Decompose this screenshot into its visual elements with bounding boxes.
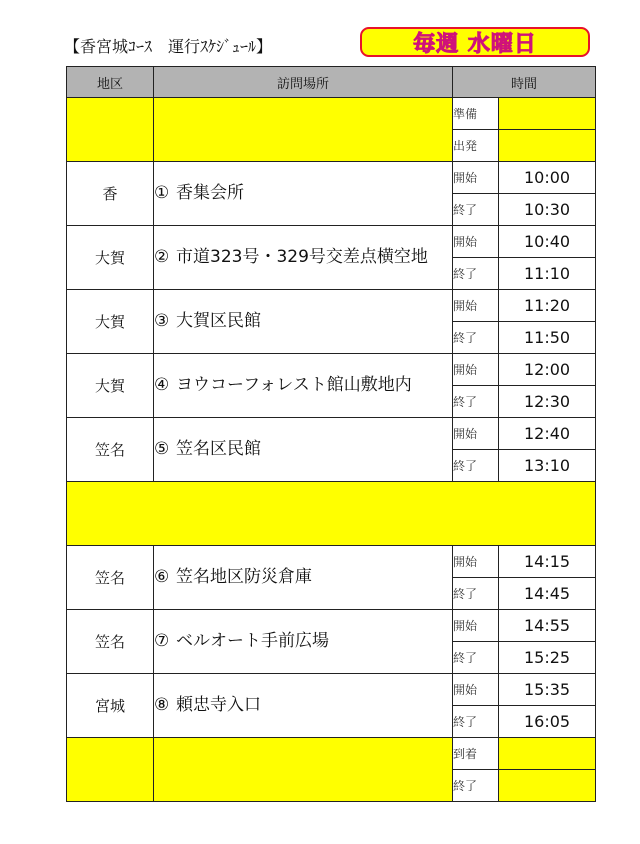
end-time: 12:30 [499,386,596,418]
end-label: 終了 [453,578,499,610]
stop-row [67,354,596,386]
stop-place [154,354,453,418]
start-time: 15:35 [499,674,596,706]
start-place-cell [154,98,453,162]
stop-row [67,546,596,578]
start-time: 14:55 [499,610,596,642]
stop-area: 宮城 [67,674,154,738]
start-label: 開始 [453,418,499,450]
stop-place [154,418,453,482]
stop-row [67,290,596,322]
stop-area: 笠名 [67,418,154,482]
end-area-cell [67,738,154,802]
schedule-table [66,66,596,802]
stop-number: ① [154,183,170,203]
start-time: 10:00 [499,162,596,194]
stop-place [154,162,453,226]
depart-label: 出発 [453,130,499,162]
start-label: 開始 [453,354,499,386]
prep-label: 準備 [453,98,499,130]
header-place: 訪問場所 [154,67,453,98]
stop-row [67,226,596,258]
end-label: 終了 [453,706,499,738]
stop-number: ③ [154,311,170,331]
end-place-cell [154,738,453,802]
stop-area: 大賀 [67,290,154,354]
start-label: 開始 [453,162,499,194]
prep-time-cell [499,98,596,130]
stop-row [67,418,596,450]
end-time: 13:10 [499,450,596,482]
finish-label: 終了 [453,770,499,802]
stop-place [154,546,453,610]
stop-row [67,674,596,706]
end-time: 14:45 [499,578,596,610]
stop-place [154,674,453,738]
break-row [67,482,596,546]
stop-place-name: ベルオート手前広場 [176,631,329,651]
start-time: 12:00 [499,354,596,386]
header-time: 時間 [453,67,596,98]
start-label: 開始 [453,546,499,578]
header-area: 地区 [67,67,154,98]
stop-number: ② [154,247,170,267]
end-label: 終了 [453,386,499,418]
start-time: 11:20 [499,290,596,322]
stop-number: ④ [154,375,170,395]
arrive-time-cell [499,738,596,770]
start-label: 開始 [453,610,499,642]
day-badge [360,27,590,57]
stop-row [67,162,596,194]
stop-place [154,226,453,290]
stop-place-name: ヨウコーフォレスト館山敷地内 [176,375,412,395]
end-label: 終了 [453,258,499,290]
stop-number: ⑦ [154,631,170,651]
start-label: 開始 [453,226,499,258]
day-badge-text: 毎週 水曜日 [413,31,537,57]
start-time: 10:40 [499,226,596,258]
end-label: 終了 [453,450,499,482]
end-label: 終了 [453,642,499,674]
finish-time-cell [499,770,596,802]
end-time: 10:30 [499,194,596,226]
stop-place-name: 頼忠寺入口 [176,695,261,715]
break-cell [67,482,596,546]
start-time: 14:15 [499,546,596,578]
end-label: 終了 [453,194,499,226]
stop-place-name: 笠名区民館 [176,439,261,459]
start-label: 開始 [453,290,499,322]
stop-place-name: 香集会所 [176,183,244,203]
stop-number: ⑧ [154,695,170,715]
stop-place-name: 市道323号・329号交差点横空地 [176,247,428,267]
arrive-label: 到着 [453,738,499,770]
stop-number: ⑤ [154,439,170,459]
stop-place-name: 笠名地区防災倉庫 [176,567,312,587]
end-time: 16:05 [499,706,596,738]
end-time: 11:10 [499,258,596,290]
stop-area: 笠名 [67,610,154,674]
stop-place [154,290,453,354]
stop-area: 大賀 [67,226,154,290]
stop-area: 笠名 [67,546,154,610]
end-time: 11:50 [499,322,596,354]
schedule-title: 【香宮城ｺｰｽ 運行ｽｹｼﾞｭｰﾙ】 [64,37,273,56]
stop-number: ⑥ [154,567,170,587]
stop-place-name: 大賀区民館 [176,311,261,331]
end-time: 15:25 [499,642,596,674]
start-time: 12:40 [499,418,596,450]
depart-time-cell [499,130,596,162]
start-label: 開始 [453,674,499,706]
stop-row [67,610,596,642]
stop-area: 香 [67,162,154,226]
end-label: 終了 [453,322,499,354]
start-area-cell [67,98,154,162]
stop-area: 大賀 [67,354,154,418]
stop-place [154,610,453,674]
